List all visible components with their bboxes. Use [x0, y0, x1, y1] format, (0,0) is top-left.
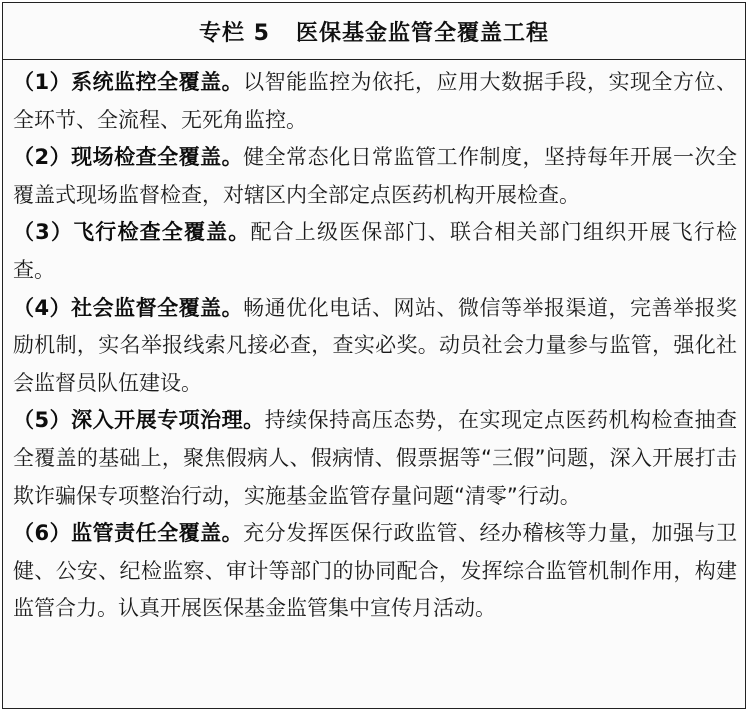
item-body: 畅通优化电话、网站、微信等举报渠道，完善举报奖励机制，实名举报线索凡接必查，查实必奖。动员社会力量参与监管，强化社会监督员队伍建设。 [13, 295, 737, 395]
feature-box [2, 2, 746, 709]
item-body: 充分发挥医保行政监管、经办稽核等力量，加强与卫健、公安、纪检监察、审计等部门的协同配合，发挥综合监管机制作用，构建监管合力。认真开展医保基金监管集中宣传月活动。 [13, 521, 737, 621]
item-body: 以智能监控为依托，应用大数据手段，实现全方位、全环节、全流程、无死角监控。 [13, 70, 737, 132]
item-heading: （2）现场检查全覆盖。 [13, 145, 244, 170]
box-title-number: 专栏 5 [199, 20, 270, 46]
box-title-text: 医保基金监管全覆盖工程 [295, 20, 549, 46]
item-heading: （4）社会监督全覆盖。 [13, 295, 244, 320]
item-body: 配合上级医保部门、联合相关部门组织开展飞行检查。 [13, 220, 737, 282]
item-system-monitoring [13, 64, 737, 139]
box-content [3, 60, 745, 628]
item-flight-inspection [13, 214, 737, 289]
item-heading: （1）系统监控全覆盖。 [13, 70, 244, 94]
item-social-supervision [13, 290, 737, 403]
box-title [3, 3, 745, 60]
item-heading: （5）深入开展专项治理。 [13, 408, 265, 433]
item-special-governance [13, 402, 737, 515]
item-heading: （6）监管责任全覆盖。 [13, 521, 244, 546]
item-body: 持续保持高压态势，在实现定点医药机构检查抽查全覆盖的基础上，聚焦假病人、假病情、假票据等“三假”问题，深入开展打击欺诈骗保专项整治行动，实施基金监管存量问题“清零”行动。 [13, 408, 737, 508]
item-supervision-responsibility [13, 515, 737, 628]
item-body: 健全常态化日常监管工作制度，坚持每年开展一次全覆盖式现场监督检查，对辖区内全部定点医药机构开展检查。 [13, 145, 737, 207]
item-onsite-inspection [13, 139, 737, 214]
item-heading: （3）飞行检查全覆盖。 [13, 220, 251, 245]
